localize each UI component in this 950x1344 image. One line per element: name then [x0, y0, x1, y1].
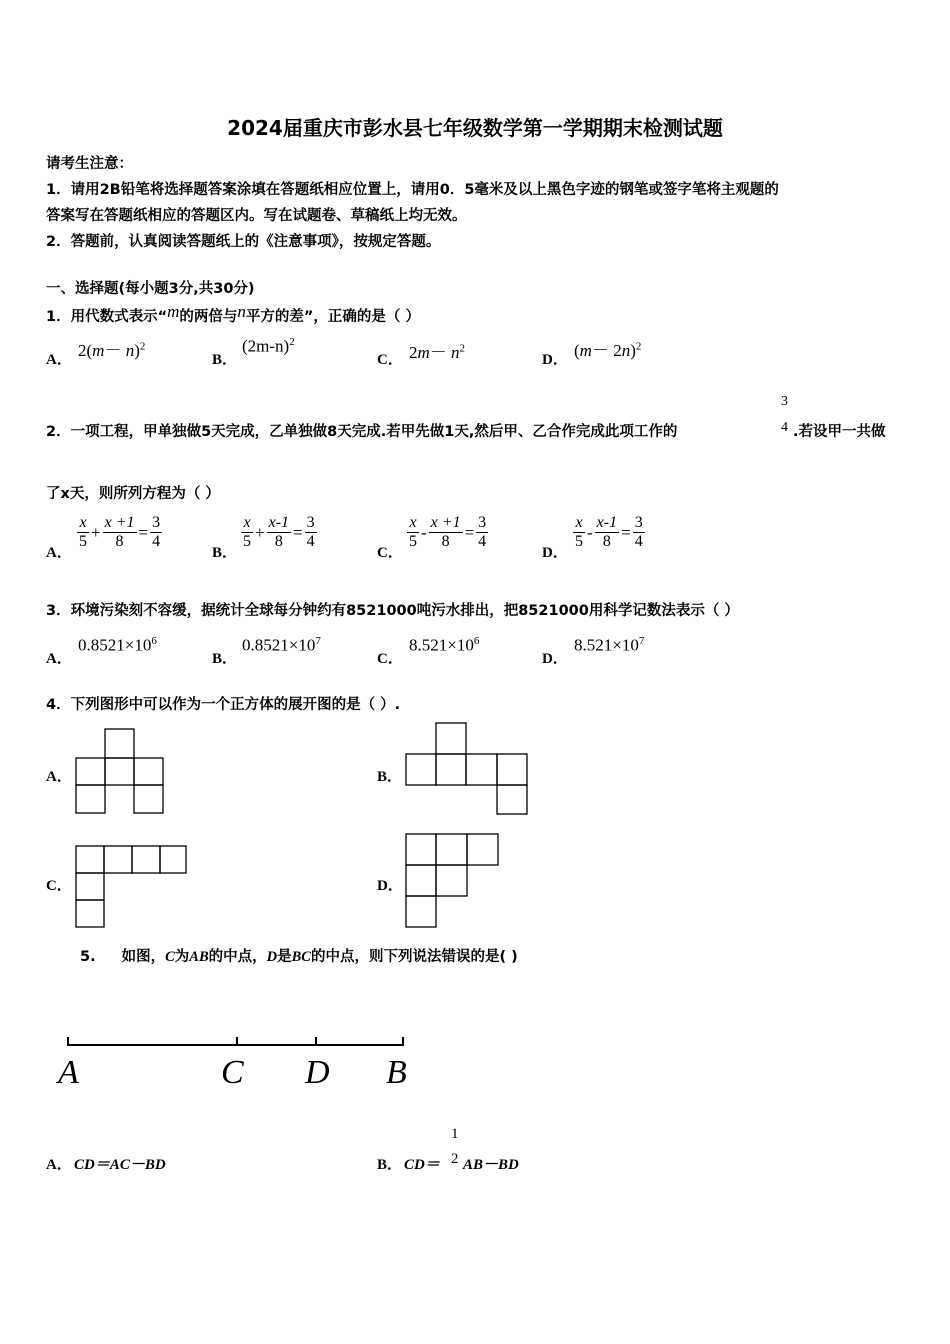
q2-label-d: D． — [542, 545, 568, 561]
q4-net-b — [405, 722, 529, 816]
q4-label-b: B． — [377, 769, 403, 785]
notice-line-1: 1．请用2B铅笔将选择题答案涂填在答题纸相应位置上，请用0．5毫米及以上黑色字迹的钢笔或签字笔将主观题的 — [46, 182, 779, 198]
q1-label-b: B． — [212, 352, 238, 368]
notice-line-3: 2．答题前，认真阅读答题纸上的《注意事项》，按规定答题。 — [46, 234, 441, 250]
point-label-c: C — [221, 1054, 244, 1091]
q4-net-a — [75, 728, 167, 816]
q3-label-b: B． — [212, 651, 238, 667]
q1-label-c: C． — [377, 352, 403, 368]
q1-option-d: $(m- 2n)^2$ — [574, 340, 642, 360]
q4-stem: 4．下列图形中可以作为一个正方体的展开图的是（ ）. — [46, 697, 401, 713]
point-label-d: D — [305, 1054, 330, 1091]
q5-option-b-suffix: AB－BD — [463, 1157, 519, 1173]
q4-net-d — [405, 833, 501, 929]
q3-label-d: D． — [542, 651, 568, 667]
q3-option-d: $8.521\times 10^7$ — [574, 635, 645, 655]
q1-option-c: $2m- n^2$ — [409, 342, 466, 362]
q4-label-a: A． — [46, 769, 72, 785]
q3-option-b: $0.8521\times 10^7$ — [242, 635, 321, 655]
q5-label-a: A． — [46, 1157, 72, 1173]
q4-label-d: D． — [377, 878, 403, 894]
notice-line-2: 答案写在答题纸相应的答题区内。写在试题卷、草稿纸上均无效。 — [46, 208, 467, 224]
q1-label-a: A． — [46, 352, 72, 368]
q3-label-a: A． — [46, 651, 72, 667]
q5-stem: 5. 如图，C为AB的中点，D是BC的中点，则下列说法错误的是( ) — [80, 949, 518, 965]
q2-option-a: $\frac{x}{5}$ + $\frac{x +1}{8}$ = $\frac{3}{4}$ — [79, 514, 161, 551]
q3-option-c: $8.521\times 10^6$ — [409, 635, 480, 655]
page-title: 2024届重庆市彭水县七年级数学第一学期期末检测试题 — [227, 116, 723, 140]
q2-label-c: C． — [377, 545, 403, 561]
q2-stem-fraction: 3 4 — [781, 394, 788, 436]
section-heading: 一、选择题(每小题3分,共30分) — [46, 281, 255, 297]
q5-option-b-fraction: 1 2 — [451, 1126, 459, 1168]
q2-label-b: B． — [212, 545, 238, 561]
q2-option-d: $\frac{x}{5}$ - $\frac{x-1}{8}$ = $\frac{3}{4}$ — [575, 514, 643, 551]
q4-label-c: C． — [46, 878, 72, 894]
point-label-a: A — [58, 1054, 79, 1091]
q1-option-a: $2(m- n)^2$ — [78, 340, 146, 360]
notice-heading: 请考生注意： — [46, 156, 133, 172]
q1-option-b: $(2m-n)^2$ — [242, 336, 295, 356]
q2-stem-line1-end: .若设甲一共做 — [793, 424, 886, 440]
q2-label-a: A． — [46, 545, 72, 561]
q2-option-c: $\frac{x}{5}$ - $\frac{x +1}{8}$ = $\frac{3}{4}$ — [409, 514, 487, 551]
q3-option-a: $0.8521\times 10^6$ — [78, 635, 157, 655]
q2-stem-line1: 2．一项工程，甲单独做5天完成，乙单独做8天完成.若甲先做1天,然后甲、乙合作完成此项工作的 — [46, 424, 678, 440]
q5-option-a: CD＝AC－BD — [74, 1157, 166, 1173]
point-label-b: B — [386, 1054, 407, 1091]
q1-stem: 1．用代数式表示“m的两倍与n平方的差”，正确的是（ ） — [46, 302, 420, 325]
q2-option-b: $\frac{x}{5}$ + $\frac{x-1}{8}$ = $\frac{3}{4}$ — [243, 514, 315, 551]
q2-stem-line2: 了x天，则所列方程为（ ） — [46, 486, 220, 502]
q5-option-b-prefix: CD＝ — [404, 1157, 440, 1173]
q4-net-c — [75, 845, 189, 929]
q1-label-d: D． — [542, 352, 568, 368]
q3-stem: 3．环境污染刻不容缓，据统计全球每分钟约有8521000吨污水排出，把8521000用科学记数法表示（ ） — [46, 603, 739, 619]
q5-label-b: B． — [377, 1157, 403, 1173]
q3-label-c: C． — [377, 651, 403, 667]
